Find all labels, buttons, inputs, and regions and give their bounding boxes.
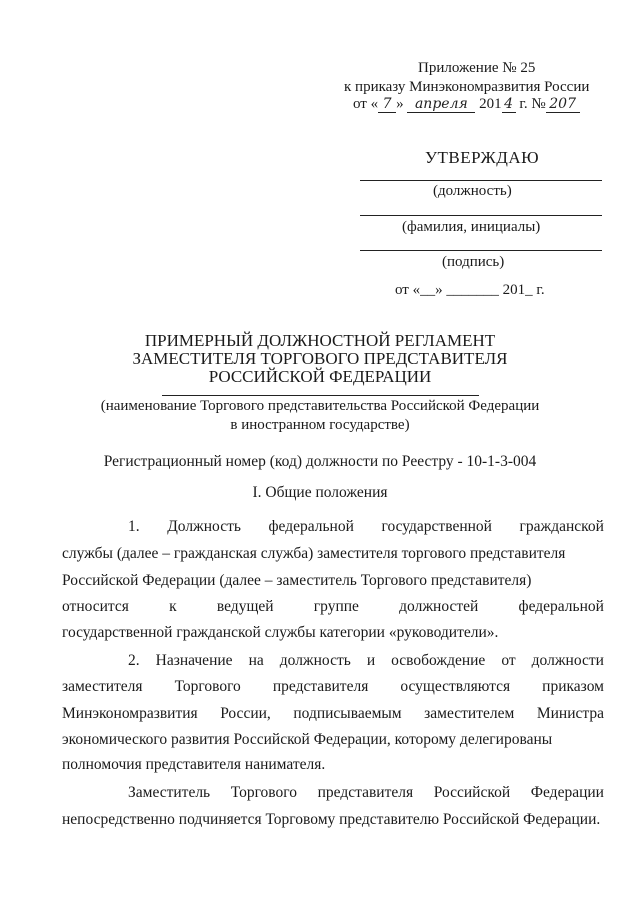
word: осуществляются <box>400 678 511 695</box>
word: должностей <box>399 598 479 615</box>
p2-line-3 <box>62 705 604 723</box>
word: гражданской <box>519 518 604 535</box>
p2-line-4: экономического развития Российской Федерации, которому делегированы <box>62 731 553 748</box>
org-caption-line-2: в иностранном государстве) <box>230 417 410 433</box>
handwritten-number: 207 <box>546 97 580 113</box>
word: России, <box>220 705 271 722</box>
title-line-2: ЗАМЕСТИТЕЛЯ ТОРГОВОГО ПРЕДСТАВИТЕЛЯ <box>132 349 508 368</box>
word: Назначение <box>155 652 233 669</box>
p3-line-1 <box>128 784 604 802</box>
p2-line-2 <box>62 678 604 696</box>
year-prefix: 201 <box>479 96 502 112</box>
word: Торгового <box>230 784 297 801</box>
handwritten-month: апреля <box>407 97 475 113</box>
p1-line-3: Российской Федерации (далее – заместитель Торгового представителя) <box>62 572 532 589</box>
position-caption: (должность) <box>433 183 512 199</box>
date-prefix: от « <box>353 96 379 112</box>
p3-line-2: непосредственно подчиняется Торговому представителю Российской Федерации. <box>62 811 601 828</box>
word: Министра <box>536 705 604 722</box>
word: 1. <box>128 518 140 535</box>
p1-line-1 <box>128 518 604 536</box>
word: освобождение <box>391 652 486 669</box>
name-line <box>360 215 602 216</box>
word: Российской <box>433 784 511 801</box>
title-line-3: РОССИЙСКОЙ ФЕДЕРАЦИИ <box>208 367 432 386</box>
word: представителя <box>272 678 369 695</box>
registry-number: Регистрационный номер (код) должности по Реестру - 10-1-3-004 <box>103 453 537 470</box>
section-heading: I. Общие положения <box>252 484 388 501</box>
appendix-order-ref: к приказу Минэкономразвития России <box>344 79 590 95</box>
word: Должность <box>167 518 241 535</box>
title-line-1: ПРИМЕРНЫЙ ДОЛЖНОСТНОЙ РЕГЛАМЕНТ <box>144 331 496 350</box>
word: федеральной <box>518 598 604 615</box>
word: 2. <box>128 652 140 669</box>
appendix-number: Приложение № 25 <box>418 60 536 76</box>
word: подписываемым <box>293 705 402 722</box>
word: от <box>501 652 516 669</box>
word: представителя <box>317 784 414 801</box>
org-name-line <box>162 395 479 396</box>
word: группе <box>313 598 359 615</box>
word: федеральной <box>268 518 354 535</box>
p2-line-1 <box>128 652 604 670</box>
handwritten-year: 4 <box>502 97 516 113</box>
approval-heading: УТВЕРЖДАЮ <box>425 148 540 167</box>
signature-line <box>360 250 602 251</box>
word: Минэкономразвития <box>62 705 198 722</box>
appendix-date-line <box>353 95 580 114</box>
word: ведущей <box>216 598 274 615</box>
word: Торгового <box>174 678 241 695</box>
word: заместителя <box>62 678 143 695</box>
word: заместителем <box>424 705 515 722</box>
name-caption: (фамилия, инициалы) <box>402 219 541 235</box>
position-line <box>360 180 602 181</box>
p1-line-2: службы (далее – гражданская служба) заместителя торгового представителя <box>62 545 566 562</box>
number-prefix: г. № <box>519 96 546 112</box>
handwritten-day: 7 <box>378 97 396 113</box>
word: к <box>169 598 177 615</box>
p2-line-5: полномочия представителя нанимателя. <box>62 756 326 773</box>
signature-caption: (подпись) <box>442 254 505 270</box>
word: государственной <box>381 518 492 535</box>
word: должности <box>531 652 604 669</box>
word: и <box>366 652 376 669</box>
word: должность <box>279 652 351 669</box>
p1-line-5: государственной гражданской службы категории «руководители». <box>62 624 499 641</box>
approval-date: от «__» _______ 201_ г. <box>395 282 545 298</box>
word: относится <box>62 598 129 615</box>
word: на <box>248 652 264 669</box>
word: Федерации <box>530 784 604 801</box>
p1-line-4 <box>62 598 604 616</box>
date-mid: » <box>396 96 404 112</box>
word: приказом <box>542 678 604 695</box>
org-caption-line-1: (наименование Торгового представительства Российской Федерации <box>100 398 540 414</box>
word: Заместитель <box>128 784 211 801</box>
